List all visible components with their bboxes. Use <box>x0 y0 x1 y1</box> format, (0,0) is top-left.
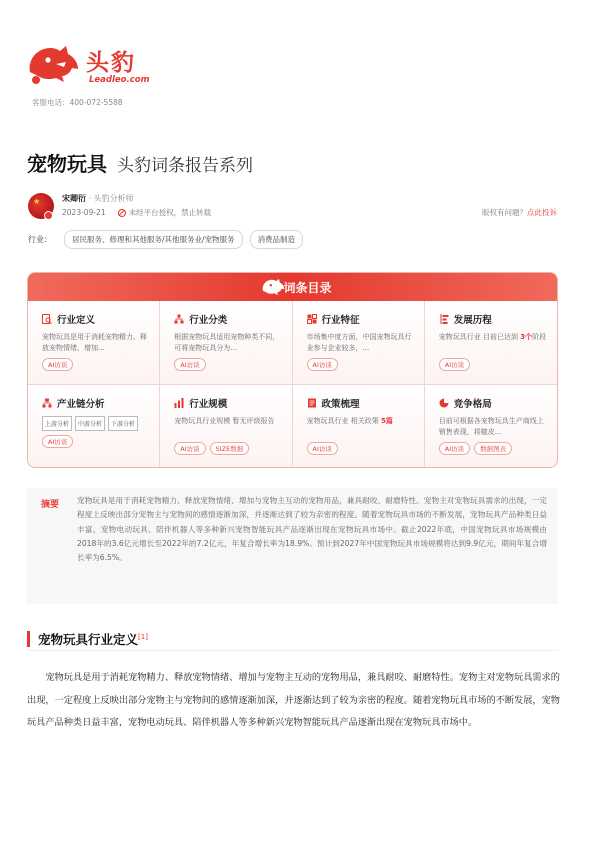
hierarchy-icon <box>174 314 184 324</box>
verified-badge-icon <box>44 211 53 220</box>
hotline: 客服电话：400-072-5588 <box>32 98 123 107</box>
toc-header <box>28 273 557 301</box>
industry-tag[interactable]: 居民服务、修理和其他服务/其他服务业/宠物服务 <box>64 230 243 249</box>
brand-name-en: Leadleo.com <box>89 75 150 85</box>
toc-item-market-size[interactable] <box>160 385 292 469</box>
author-role: · 头豹分析师 <box>88 194 134 203</box>
toc-item-desc: 宠物玩具是用于消耗宠物精力、释放宠物情绪、增加... <box>42 333 147 352</box>
policy-doc-icon <box>307 398 317 408</box>
downstream-box[interactable]: 下游分析 <box>108 416 138 431</box>
toc-item-title: 产业链分析 <box>57 398 105 410</box>
toc-grid <box>28 301 557 468</box>
data-chart-chip[interactable]: 数据图表 <box>474 442 512 455</box>
repost-notice: 未经平台授权，禁止转载 <box>128 208 212 217</box>
toc-item-classification[interactable] <box>160 301 292 385</box>
industry-label: 行业： <box>28 235 52 244</box>
toc-item-title: 行业分类 <box>189 315 228 326</box>
ai-interview-chip[interactable]: AI访谈 <box>42 358 73 371</box>
ai-interview-chip[interactable]: AI访谈 <box>174 442 205 455</box>
toc-item-history[interactable] <box>425 301 557 385</box>
title-sub: 头豹词条报告系列 <box>117 156 253 176</box>
no-repost-icon <box>118 209 126 217</box>
toc-item-title: 政策梳理 <box>321 398 360 410</box>
size-data-chip[interactable]: SIZE数据 <box>210 442 250 455</box>
policy-count: 5篇 <box>380 416 393 425</box>
ai-interview-chip[interactable]: AI访谈 <box>174 358 205 371</box>
ai-interview-chip[interactable]: AI访谈 <box>439 358 470 371</box>
summary-box <box>27 488 558 604</box>
desc-pre: 宠物玩具行业 目前已达到 <box>438 333 521 341</box>
toc-item-desc: 目前可根据各宠物玩具生产商线上销售表现，将媲皮... <box>438 416 544 436</box>
desc-pre: 宠物玩具行业 相关政策 <box>306 416 381 425</box>
toc-item-competition[interactable] <box>425 385 557 469</box>
brand-logo[interactable] <box>26 42 150 92</box>
author-name-text: 宋卿衍 <box>62 194 86 203</box>
section-accent-bar <box>27 631 30 647</box>
brand-name-cn: 头豹 <box>86 50 136 76</box>
toc-item-definition[interactable] <box>28 301 160 385</box>
toc-item-desc <box>307 416 414 438</box>
toc-item-desc: 根据宠物玩具适用宠物种类不同，可将宠物玩具分为... <box>174 333 280 352</box>
industry-tag[interactable]: 消费品制造 <box>250 230 304 249</box>
page-title <box>27 148 253 177</box>
title-main: 宠物玩具 <box>27 152 107 176</box>
pie-icon <box>439 398 449 408</box>
summary-text: 宠物玩具是用于消耗宠物精力、释放宠物情绪、增加与宠物主互动的宠物用品，兼具耐咬、耐磨特性。宠物主对宠物玩具需求的出现，一定程度上反映出部分宠物主与宠物间的感情逐渐加深，并逐渐达到了较为亲密的程度。随着宠物玩具市场的不断发展，宠物玩具产品种类日益丰富，宠物电动玩具、陪伴机器人等多种新兴宠物智能玩具产品逐渐出现在宠物玩具市场中。截止2022年底，中国宠物玩具市场规模由2018年的3.6亿元增长至2022年的7.2亿元，年复合增长率为18.9%。预计到2027年中国宠物玩具市场规模将达到9.9亿元，期间年复合增长率为6.5%。 <box>77 496 547 563</box>
bar-chart-icon <box>174 398 184 408</box>
complaint-link[interactable]: 点此投诉 <box>527 208 557 217</box>
toc-item-title: 行业定义 <box>57 315 96 326</box>
star-icon: ★ <box>33 197 41 206</box>
publish-date: 2023-09-21 <box>62 208 106 217</box>
toc-item-title: 发展历程 <box>453 315 492 326</box>
ai-interview-chip[interactable]: AI访谈 <box>307 358 338 371</box>
section-divider <box>27 650 558 651</box>
section-title: 宠物玩具行业定义 <box>38 632 139 647</box>
meta-line <box>62 207 211 218</box>
toc-item-desc: 市场集中度方面，中国宠物玩具行业参与企业较多，... <box>306 333 412 352</box>
summary-label: 摘要 <box>41 500 60 510</box>
toc-item-industry-chain[interactable] <box>28 385 160 469</box>
leopard-logo-icon <box>26 42 84 86</box>
grid-icon <box>307 314 317 324</box>
timeline-icon <box>439 314 449 324</box>
toc-item-title: 行业特征 <box>321 315 360 326</box>
section-body: 宠物玩具是用于消耗宠物精力、释放宠物情绪、增加与宠物主互动的宠物用品，兼具耐咬、耐磨特性。宠物主对宠物玩具需求的出现，一定程度上反映出部分宠物主与宠物间的感情逐渐加深，并逐渐达到了较为亲密的程度。随着宠物玩具市场的不断发展，宠物玩具产品种类日益丰富，宠物电动玩具、陪伴机器人等多种新兴宠物智能玩具产品逐渐出现在宠物玩具市场中。 <box>27 672 560 729</box>
toc-title: 词条目录 <box>283 281 332 295</box>
industry-row <box>28 230 310 249</box>
toc-item-desc <box>439 332 547 354</box>
ai-interview-chip[interactable]: AI访谈 <box>42 435 73 448</box>
author-name[interactable] <box>62 193 134 204</box>
section-heading <box>27 630 148 648</box>
toc-panel <box>27 272 558 468</box>
chain-icon <box>42 398 52 408</box>
toc-item-title: 行业规模 <box>189 398 228 410</box>
toc-item-title: 竞争格局 <box>453 398 492 410</box>
desc-post: 阶段 <box>532 333 547 341</box>
upstream-box[interactable]: 上游分析 <box>42 416 72 431</box>
toc-item-policy[interactable] <box>293 385 425 469</box>
ai-interview-chip[interactable]: AI访谈 <box>307 442 338 455</box>
midstream-box[interactable]: 中游分析 <box>75 416 105 431</box>
ai-interview-chip[interactable]: AI访谈 <box>439 442 470 455</box>
toc-item-desc: 宠物玩具行业规模 暂无评级报告 <box>174 416 275 425</box>
copyright-line <box>482 207 557 218</box>
stage-count: 3个 <box>520 333 533 341</box>
reference-link[interactable]: [1] <box>138 632 148 641</box>
copyright-question: 版权有问题？ <box>482 208 527 217</box>
search-doc-icon <box>42 314 52 324</box>
toc-item-features[interactable] <box>293 301 425 385</box>
